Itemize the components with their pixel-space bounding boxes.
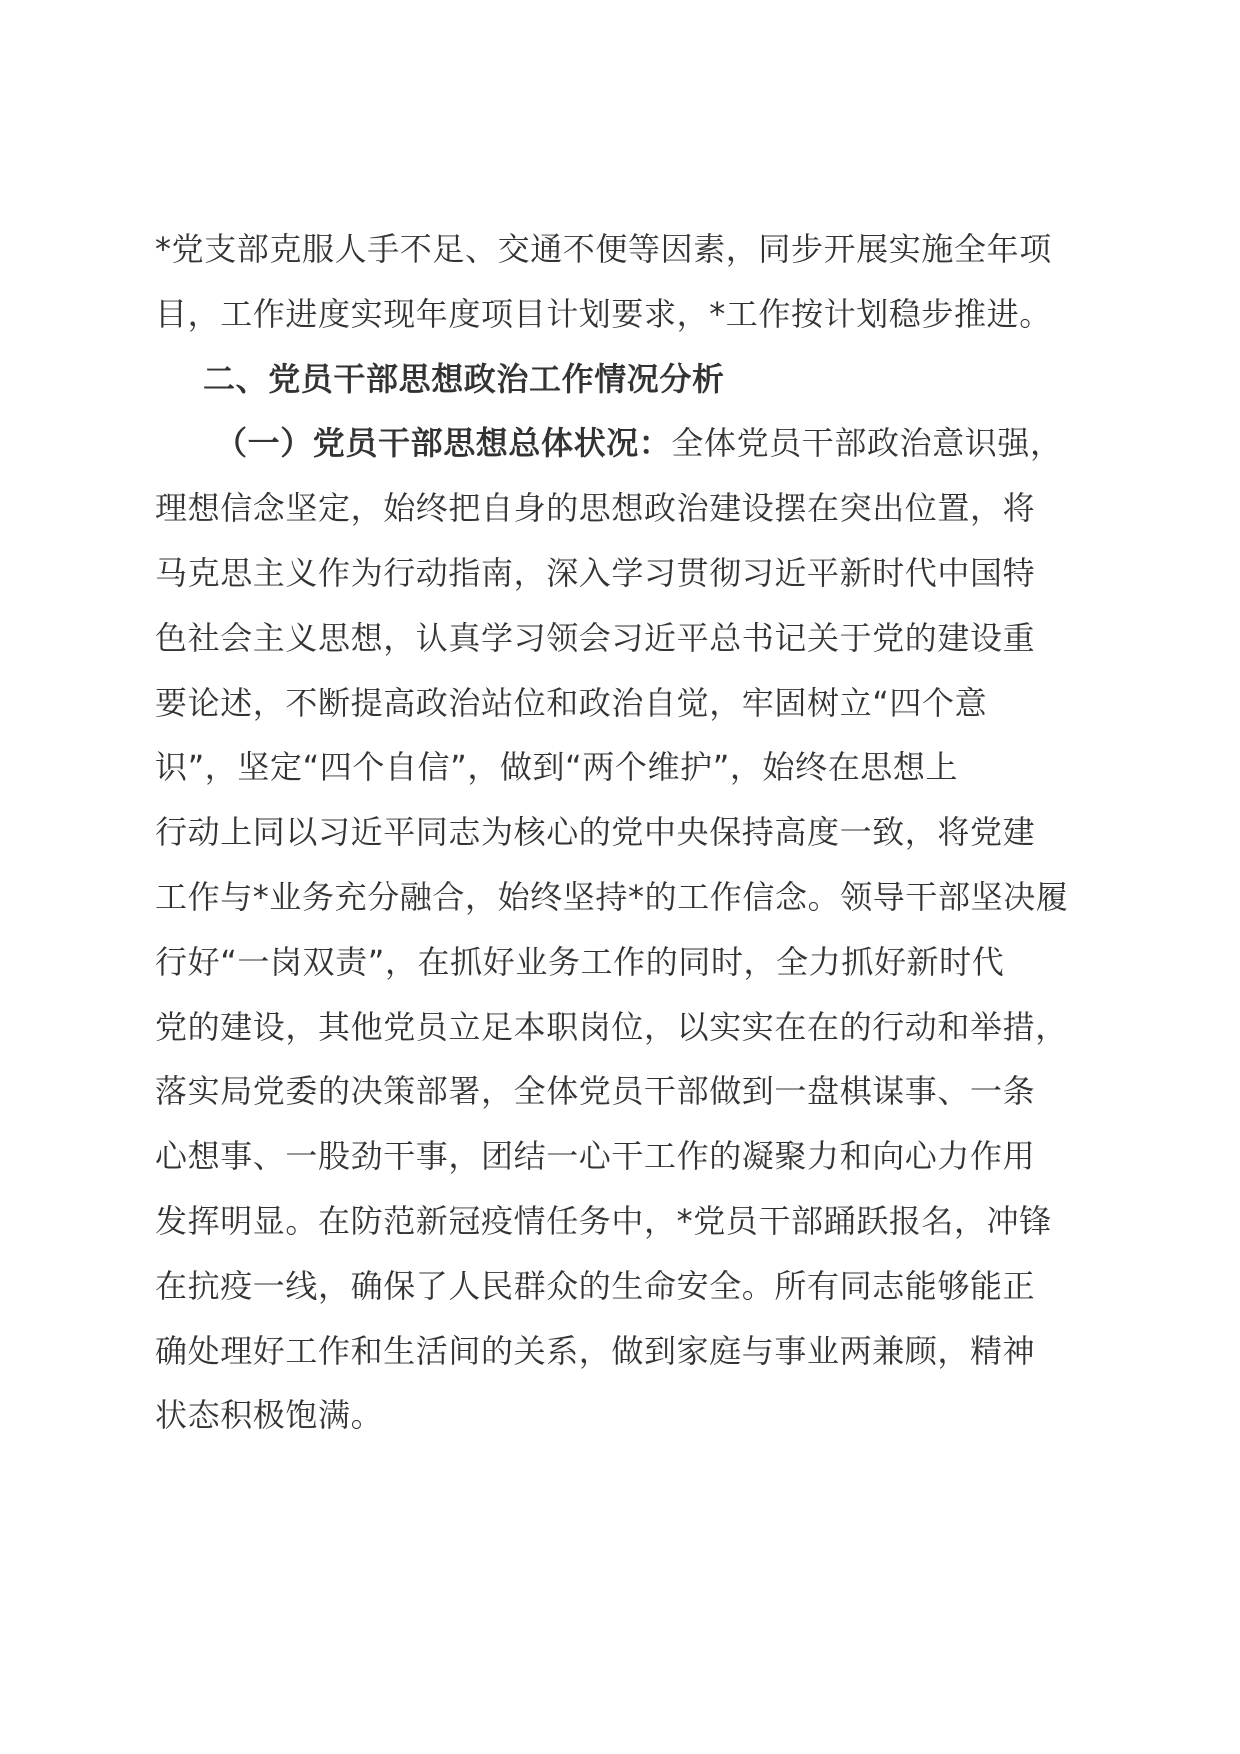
paragraph-line: 在抗疫一线，确保了人民群众的生命安全。所有同志能够能正 (155, 1266, 1036, 1305)
paragraph-line: *党支部克服人手不足、交通不便等因素，同步开展实施全年项 (155, 230, 1052, 268)
paragraph-line: 确处理好工作和生活间的关系，做到家庭与事业两兼顾，精神 (155, 1331, 1036, 1370)
paragraph-line: 落实局党委的决策部署，全体党员干部做到一盘棋谋事、一条 (155, 1072, 1036, 1111)
document-body (155, 217, 1095, 1448)
subsection-first-line (155, 411, 1095, 476)
section-heading: 二、党员干部思想政治工作情况分析 (203, 359, 725, 398)
paragraph-line: 识”，坚定“四个自信”，做到“两个维护”，始终在思想上 (155, 748, 959, 787)
paragraph-line: 状态积极饱满。 (155, 1396, 384, 1435)
subsection-paragraph (155, 411, 1095, 1448)
paragraph-line: 发挥明显。在防范新冠疫情任务中，*党员干部踊跃报名，冲锋 (155, 1201, 1052, 1240)
paragraph-line: 心想事、一股劲干事，团结一心干工作的凝聚力和向心力作用 (155, 1137, 1036, 1176)
continued-paragraph (155, 217, 1095, 347)
subsection-heading: （一）党员干部思想总体状况： (215, 424, 672, 463)
paragraph-line: 行动上同以习近平同志为核心的党中央保持高度一致，将党建 (155, 813, 1036, 852)
subsection-first-line-text: 全体党员干部政治意识强， (671, 424, 1063, 463)
paragraph-line: 要论述，不断提高政治站位和政治自觉，牢固树立“四个意 (155, 683, 988, 722)
paragraph-line: 色社会主义思想，认真学习领会习近平总书记关于党的建设重 (155, 618, 1036, 657)
paragraph-line: 行好“一岗双责”，在抓好业务工作的同时，全力抓好新时代 (155, 942, 1005, 981)
paragraph-line: 目，工作进度实现年度项目计划要求，*工作按计划稳步推进。 (155, 294, 1052, 333)
paragraph-line: 党的建设，其他党员立足本职岗位，以实实在在的行动和举措， (155, 1007, 1068, 1046)
paragraph-line: 马克思主义作为行动指南，深入学习贯彻习近平新时代中国特 (155, 553, 1036, 592)
paragraph-line: 工作与*业务充分融合，始终坚持*的工作信念。领导干部坚决履 (155, 877, 1069, 916)
paragraph-line: 理想信念坚定，始终把自身的思想政治建设摆在突出位置，将 (155, 489, 1036, 528)
